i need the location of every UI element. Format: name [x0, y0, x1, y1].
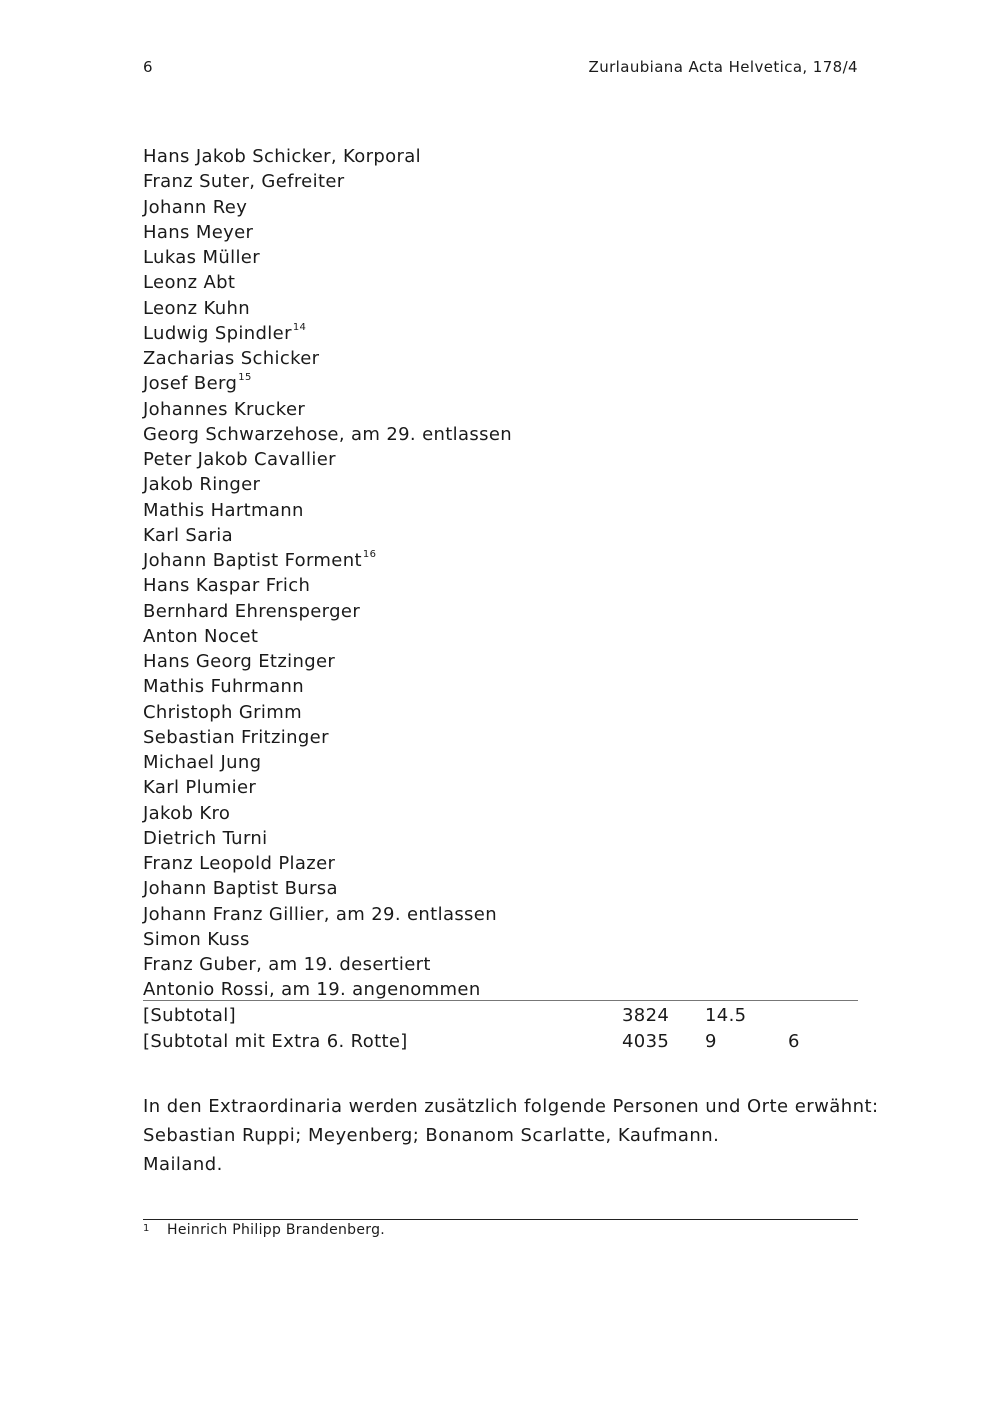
list-item: [143, 700, 858, 725]
names-list: [143, 144, 858, 1003]
extraordinaria-intro: In den Extraordinaria werden zusätzlich folgende Personen und Orte erwähnt:: [143, 1096, 879, 1117]
list-item: [143, 447, 858, 472]
table-row: [143, 1029, 858, 1055]
list-item: [143, 927, 858, 952]
footnote: [143, 1221, 385, 1239]
list-item: [143, 169, 858, 194]
person-name: Peter Jakob Cavallier: [143, 449, 336, 470]
extraordinaria-persons: Sebastian Ruppi; Meyenberg; Bonanom Scarlatte, Kaufmann.: [143, 1125, 720, 1146]
person-name: Franz Suter, Gefreiter: [143, 171, 345, 193]
list-item: [143, 977, 858, 1002]
person-name: Franz Guber, am 19. desertiert: [143, 954, 431, 975]
list-item: [143, 851, 858, 876]
person-name: Hans Georg Etzinger: [143, 651, 336, 672]
list-item: [143, 422, 858, 447]
list-item: [143, 826, 858, 851]
person-name: Anton Nocet: [143, 625, 259, 647]
list-item: [143, 371, 858, 396]
footnote-mark: 1: [143, 1223, 150, 1234]
person-name: Bernhard Ehrensperger: [143, 600, 361, 622]
person-name: Franz Leopold Plazer: [143, 853, 336, 874]
value-3: 6: [788, 1030, 800, 1052]
person-name: Jakob Kro: [143, 802, 231, 824]
value-2: 9: [705, 1030, 717, 1052]
list-item: [143, 245, 858, 270]
value-2: 14.5: [705, 1005, 747, 1026]
list-item: [143, 801, 858, 826]
list-item: [143, 346, 858, 371]
footnote-text: Heinrich Philipp Brandenberg.: [167, 1222, 386, 1238]
list-item: [143, 674, 858, 699]
person-name: Hans Jakob Schicker, Korporal: [143, 146, 422, 167]
person-name: Johann Rey: [143, 196, 248, 218]
list-item: [143, 573, 858, 598]
footnote-reference: 15: [238, 372, 252, 384]
list-item: [143, 195, 858, 220]
row-label: [Subtotal mit Extra 6. Rotte]: [143, 1030, 408, 1052]
list-item: [143, 775, 858, 800]
table-row: [143, 1003, 858, 1029]
person-name: Karl Saria: [143, 524, 234, 546]
person-name: Jakob Ringer: [143, 474, 261, 496]
list-item: [143, 599, 858, 624]
page-number: 6: [143, 58, 153, 76]
extraordinaria-note: [143, 1092, 879, 1179]
list-item: [143, 750, 858, 775]
person-name: Simon Kuss: [143, 928, 250, 950]
row-label: [Subtotal]: [143, 1005, 236, 1026]
person-name: Leonz Kuhn: [143, 297, 251, 319]
totals-table: [143, 1003, 858, 1054]
list-item: [143, 220, 858, 245]
running-header: Zurlaubiana Acta Helvetica, 178/4: [588, 58, 858, 76]
table-rule: [143, 1000, 858, 1001]
person-name: Mathis Hartmann: [143, 499, 304, 521]
person-name: Johann Baptist Forment: [143, 550, 362, 571]
person-name: Hans Kaspar Frich: [143, 575, 311, 597]
person-name: Antonio Rossi, am 19. angenommen: [143, 979, 481, 1001]
list-item: [143, 876, 858, 901]
person-name: Georg Schwarzehose, am 29. entlassen: [143, 423, 513, 445]
list-item: [143, 649, 858, 674]
person-name: Zacharias Schicker: [143, 348, 320, 369]
person-name: Christoph Grimm: [143, 701, 303, 723]
list-item: [143, 725, 858, 750]
list-item: [143, 144, 858, 169]
list-item: [143, 321, 858, 346]
person-name: Johannes Krucker: [143, 398, 306, 420]
person-name: Michael Jung: [143, 752, 262, 773]
person-name: Johann Baptist Bursa: [143, 878, 338, 900]
list-item: [143, 498, 858, 523]
value-1: 3824: [622, 1005, 670, 1026]
person-name: Dietrich Turni: [143, 827, 268, 849]
person-name: Leonz Abt: [143, 272, 236, 294]
person-name: Sebastian Fritzinger: [143, 726, 329, 748]
list-item: [143, 624, 858, 649]
person-name: Mathis Fuhrmann: [143, 676, 305, 698]
value-1: 4035: [622, 1030, 670, 1052]
list-item: [143, 523, 858, 548]
extraordinaria-places: Mailand.: [143, 1154, 223, 1175]
list-item: [143, 270, 858, 295]
list-item: [143, 397, 858, 422]
person-name: Hans Meyer: [143, 221, 254, 243]
person-name: Karl Plumier: [143, 777, 257, 799]
person-name: Lukas Müller: [143, 247, 260, 268]
list-item: [143, 902, 858, 927]
footnote-reference: 14: [292, 321, 307, 333]
list-item: [143, 472, 858, 497]
person-name: Ludwig Spindler: [143, 322, 292, 344]
list-item: [143, 296, 858, 321]
person-name: Johann Franz Gillier, am 29. entlassen: [143, 903, 497, 925]
person-name: Josef Berg: [143, 373, 238, 395]
list-item: [143, 548, 858, 573]
footnote-reference: 16: [362, 549, 377, 560]
footnote-rule: [143, 1219, 858, 1220]
list-item: [143, 952, 858, 977]
